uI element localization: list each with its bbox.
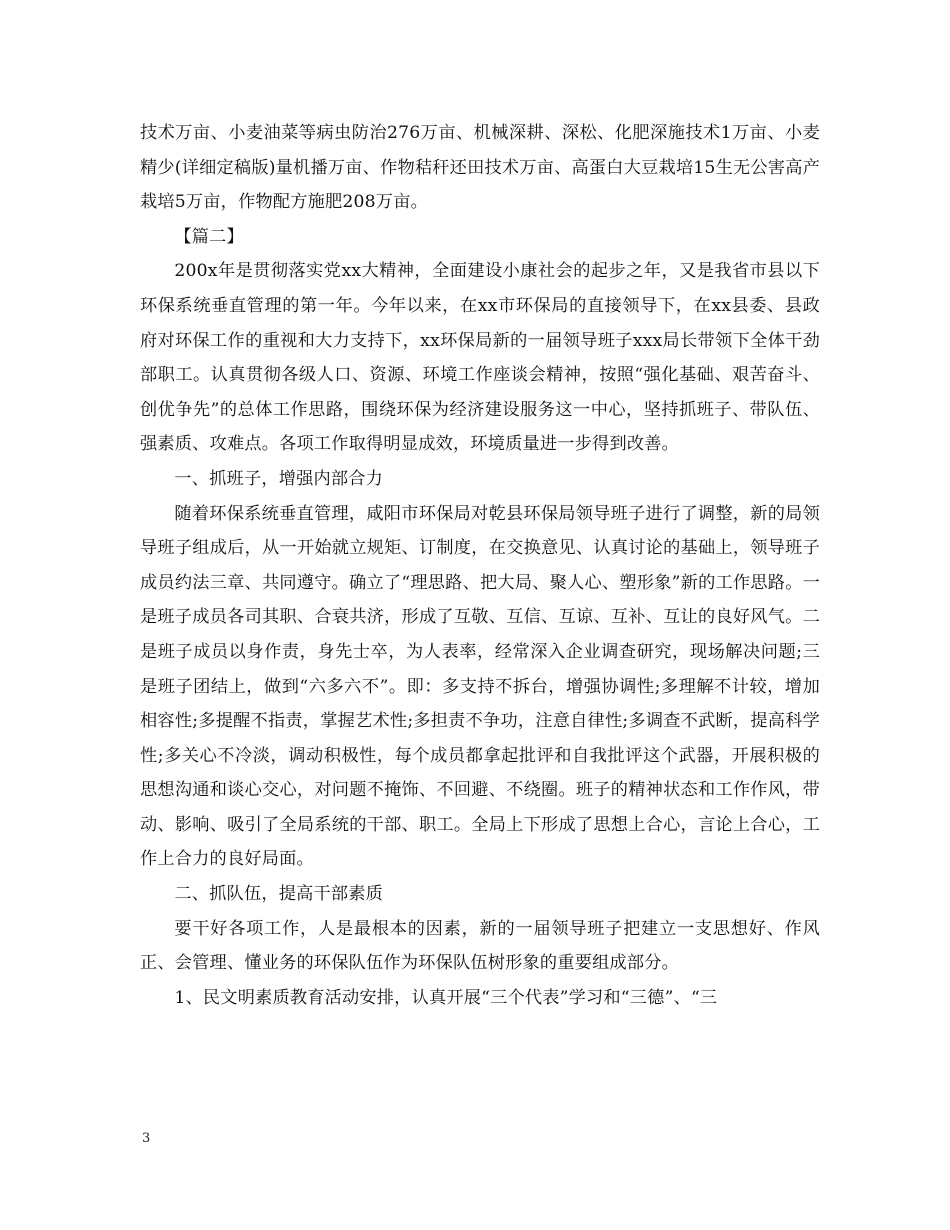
paragraph-intro: 200x年是贯彻落实党xx大精神，全面建设小康社会的起步之年，又是我省市县以下环保系统垂直管理的第一年。今年以来，在xx市环保局的直接领导下，在xx县委、县政府对环保工作的重视和大力支持下，xx环保局新的一届领导班子xxx局长带领下全体干劲部职工。认真贯彻各级人口、资源、环境工作座谈会精神，按照“强化基础、艰苦奋斗、创优争先”的总体工作思路，围绕环保为经济建设服务这一中心，坚持抓班子、带队伍、强素质、攻难点。各项工作取得明显成效，环境质量进一步得到改善。	[140, 261, 820, 455]
section-heading-part-two: 【篇二】	[174, 226, 244, 247]
paragraph-education: 1、民文明素质教育活动安排，认真开展“三个代表”学习和“三德”、“三	[174, 987, 718, 1008]
paragraph-leadership: 随着环保系统垂直管理，咸阳市环保局对乾县环保局领导班子进行了调整，新的局领导班子组成后，从一开始就立规矩、订制度，在交换意见、认真讨论的基础上，领导班子成员约法三章、共同遵守。确立了“理思路、把大局、聚人心、塑形象”新的工作思路。一是班子成员各司其职、合衰共济，形成了互敬、互信、互谅、互补、互让的良好风气。二是班子成员以身作责，身先士卒，为人表率，经常深入企业调查研究，现场解决问题;三是班子团结上，做到“六多六不”。即：多支持不拆台，增强协调性;多理解不计较，增加相容性;多提醒不指责，掌握艺术性;多担责不争功，注意自律性;多调查不武断，提高科学性;多关心不冷淡，调动积极性，每个成员都拿起批评和自我批评这个武器，开展积极的思想沟通和谈心交心，对问题不掩饰、不回避、不绕圈。班子的精神状态和工作作风，带动、影响、吸引了全局系统的干部、职工。全局上下形成了思想上合心，言论上合心，工作上合力的良好局面。	[140, 503, 820, 870]
paragraph-continued: 技术万亩、小麦油菜等病虫防治276万亩、机械深耕、深松、化肥深施技术1万亩、小麦精少(详细定稿版)量机播万亩、作物秸秆还田技术万亩、高蛋白大豆栽培15生无公害高产栽培5万亩，作物配方施肥208万亩。	[140, 123, 820, 213]
heading-team: 二、抓队伍，提高干部素质	[174, 884, 384, 905]
heading-leadership: 一、抓班子，增强内部合力	[174, 468, 384, 489]
page-number: 3	[142, 1131, 151, 1146]
document-body	[140, 116, 820, 1015]
paragraph-team: 要干好各项工作，人是最根本的因素，新的一届领导班子把建立一支思想好、作风正、会管理、懂业务的环保队伍作为环保队伍树形象的重要组成部分。	[140, 918, 820, 974]
